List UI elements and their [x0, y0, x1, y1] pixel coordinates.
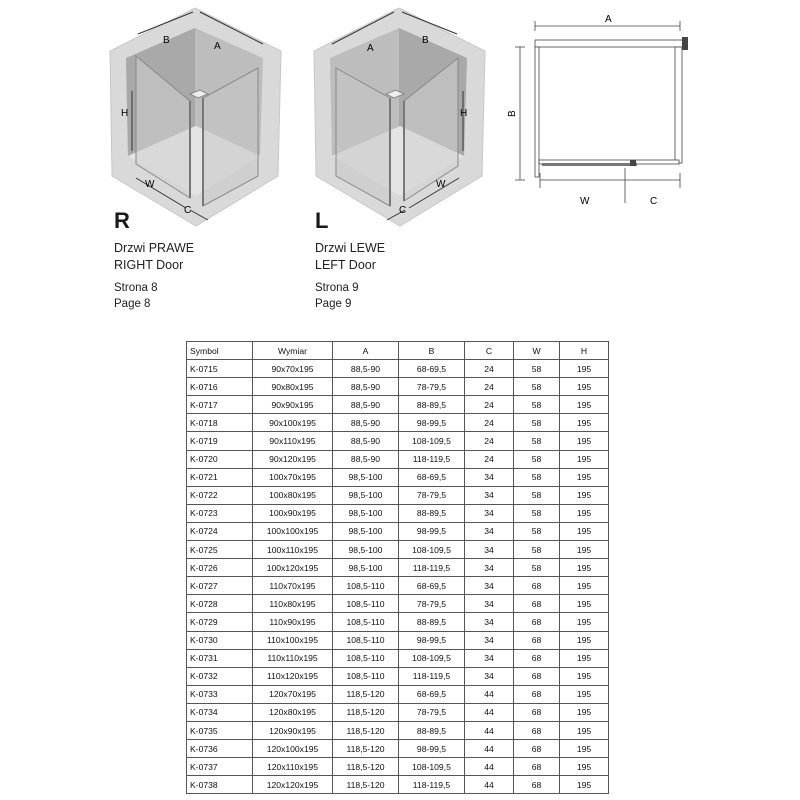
cell-w: 58 [514, 522, 560, 540]
cell-symbol: K-0722 [187, 486, 253, 504]
cell-a: 98,5-100 [333, 486, 399, 504]
cell-w: 68 [514, 776, 560, 794]
cell-a: 118,5-120 [333, 776, 399, 794]
dim-h-label: H [460, 108, 468, 119]
cell-a: 108,5-110 [333, 595, 399, 613]
dim-h-label: H [121, 108, 129, 119]
cell-a: 118,5-120 [333, 685, 399, 703]
cell-c: 34 [465, 577, 514, 595]
table-row [187, 450, 609, 468]
dim-b-label: B [422, 35, 429, 46]
cell-h: 195 [560, 703, 609, 721]
cell-wymiar: 110x90x195 [253, 613, 333, 631]
cell-wymiar: 90x90x195 [253, 396, 333, 414]
cell-wymiar: 120x100x195 [253, 740, 333, 758]
cell-c: 24 [465, 360, 514, 378]
cell-h: 195 [560, 685, 609, 703]
table-row [187, 631, 609, 649]
dimensions-table [186, 341, 609, 794]
cell-symbol: K-0721 [187, 468, 253, 486]
cell-h: 195 [560, 414, 609, 432]
table-row [187, 613, 609, 631]
cell-h: 195 [560, 631, 609, 649]
cell-symbol: K-0716 [187, 378, 253, 396]
cell-w: 58 [514, 432, 560, 450]
table-row [187, 414, 609, 432]
cell-c: 34 [465, 504, 514, 522]
cell-h: 195 [560, 577, 609, 595]
cell-a: 88,5-90 [333, 378, 399, 396]
table-row [187, 468, 609, 486]
cell-c: 24 [465, 414, 514, 432]
cell-w: 68 [514, 740, 560, 758]
cell-symbol: K-0735 [187, 721, 253, 739]
col-header-c: C [465, 342, 514, 360]
cell-a: 98,5-100 [333, 468, 399, 486]
cell-w: 58 [514, 541, 560, 559]
cell-b: 78-79,5 [399, 378, 465, 396]
cell-a: 88,5-90 [333, 432, 399, 450]
cell-symbol: K-0728 [187, 595, 253, 613]
cell-h: 195 [560, 486, 609, 504]
cell-b: 88-89,5 [399, 721, 465, 739]
cell-wymiar: 100x90x195 [253, 504, 333, 522]
cell-wymiar: 90x80x195 [253, 378, 333, 396]
table-row [187, 396, 609, 414]
right-door-page-en: Page 8 [114, 298, 151, 310]
left-door-page-en: Page 9 [315, 298, 352, 310]
left-door-caption-en: LEFT Door [315, 258, 376, 272]
cell-symbol: K-0734 [187, 703, 253, 721]
cell-wymiar: 90x110x195 [253, 432, 333, 450]
cell-wymiar: 120x70x195 [253, 685, 333, 703]
table-row [187, 776, 609, 794]
cell-h: 195 [560, 776, 609, 794]
cell-b: 118-119,5 [399, 450, 465, 468]
dim-w-label: W [145, 179, 155, 190]
right-door-letter: R [114, 208, 130, 233]
cell-w: 58 [514, 396, 560, 414]
table-row [187, 486, 609, 504]
cell-a: 118,5-120 [333, 740, 399, 758]
table-row [187, 649, 609, 667]
dim-c-label: C [399, 205, 407, 216]
dim-c-label: C [184, 205, 192, 216]
right-door-diagram [108, 6, 283, 231]
cell-c: 24 [465, 378, 514, 396]
plan-view-diagram [500, 8, 700, 213]
cell-h: 195 [560, 649, 609, 667]
table-row [187, 360, 609, 378]
cell-h: 195 [560, 378, 609, 396]
table-header-row [187, 342, 609, 360]
cell-b: 98-99,5 [399, 522, 465, 540]
cell-h: 195 [560, 541, 609, 559]
cell-c: 34 [465, 559, 514, 577]
cell-c: 44 [465, 703, 514, 721]
cell-symbol: K-0717 [187, 396, 253, 414]
cell-wymiar: 110x110x195 [253, 649, 333, 667]
cell-c: 34 [465, 522, 514, 540]
cell-w: 68 [514, 685, 560, 703]
col-header-a: A [333, 342, 399, 360]
cell-wymiar: 110x120x195 [253, 667, 333, 685]
cell-a: 88,5-90 [333, 414, 399, 432]
cell-b: 118-119,5 [399, 776, 465, 794]
dim-w-label: W [436, 179, 446, 190]
cell-wymiar: 100x120x195 [253, 559, 333, 577]
cell-a: 98,5-100 [333, 559, 399, 577]
col-header-w: W [514, 342, 560, 360]
left-door-caption-pl: Drzwi LEWE [315, 241, 386, 255]
left-door-page-pl: Strona 9 [315, 282, 359, 294]
cell-b: 108-109,5 [399, 541, 465, 559]
cell-c: 44 [465, 721, 514, 739]
col-header-h: H [560, 342, 609, 360]
left-door-diagram [312, 6, 487, 231]
cell-b: 118-119,5 [399, 559, 465, 577]
cell-b: 68-69,5 [399, 468, 465, 486]
cell-symbol: K-0719 [187, 432, 253, 450]
cell-wymiar: 120x110x195 [253, 758, 333, 776]
cell-symbol: K-0736 [187, 740, 253, 758]
cell-symbol: K-0724 [187, 522, 253, 540]
table-row [187, 541, 609, 559]
col-header-symbol: Symbol [187, 342, 253, 360]
cell-h: 195 [560, 740, 609, 758]
cell-a: 108,5-110 [333, 577, 399, 595]
table-row [187, 721, 609, 739]
cell-wymiar: 110x100x195 [253, 631, 333, 649]
cell-a: 98,5-100 [333, 541, 399, 559]
cell-c: 44 [465, 776, 514, 794]
cell-h: 195 [560, 396, 609, 414]
col-header-b: B [399, 342, 465, 360]
cell-symbol: K-0729 [187, 613, 253, 631]
cell-a: 98,5-100 [333, 522, 399, 540]
cell-h: 195 [560, 450, 609, 468]
table-row [187, 685, 609, 703]
cell-symbol: K-0732 [187, 667, 253, 685]
cell-h: 195 [560, 595, 609, 613]
cell-c: 34 [465, 613, 514, 631]
col-header-wymiar: Wymiar [253, 342, 333, 360]
cell-a: 108,5-110 [333, 631, 399, 649]
cell-b: 68-69,5 [399, 577, 465, 595]
cell-w: 58 [514, 468, 560, 486]
cell-symbol: K-0723 [187, 504, 253, 522]
cell-h: 195 [560, 504, 609, 522]
cell-a: 98,5-100 [333, 504, 399, 522]
table-row [187, 577, 609, 595]
cell-w: 68 [514, 721, 560, 739]
cell-wymiar: 100x80x195 [253, 486, 333, 504]
table-row [187, 667, 609, 685]
right-door-caption-pl: Drzwi PRAWE [114, 241, 195, 255]
cell-h: 195 [560, 667, 609, 685]
cell-h: 195 [560, 721, 609, 739]
cell-b: 98-99,5 [399, 740, 465, 758]
table-row [187, 432, 609, 450]
cell-c: 44 [465, 740, 514, 758]
cell-w: 58 [514, 504, 560, 522]
table-row [187, 758, 609, 776]
cell-b: 108-109,5 [399, 758, 465, 776]
cell-a: 88,5-90 [333, 396, 399, 414]
cell-h: 195 [560, 360, 609, 378]
cell-b: 78-79,5 [399, 703, 465, 721]
cell-symbol: K-0737 [187, 758, 253, 776]
cell-a: 108,5-110 [333, 649, 399, 667]
table-row [187, 504, 609, 522]
plan-b-label: B [507, 110, 518, 117]
cell-symbol: K-0720 [187, 450, 253, 468]
cell-h: 195 [560, 432, 609, 450]
cell-h: 195 [560, 559, 609, 577]
cell-wymiar: 110x70x195 [253, 577, 333, 595]
cell-w: 58 [514, 486, 560, 504]
cell-c: 24 [465, 450, 514, 468]
cell-w: 68 [514, 758, 560, 776]
cell-wymiar: 100x110x195 [253, 541, 333, 559]
table-row [187, 595, 609, 613]
cell-b: 88-89,5 [399, 396, 465, 414]
cell-w: 58 [514, 360, 560, 378]
cell-symbol: K-0725 [187, 541, 253, 559]
cell-symbol: K-0726 [187, 559, 253, 577]
plan-a-label: A [605, 14, 612, 25]
cell-wymiar: 90x100x195 [253, 414, 333, 432]
cell-w: 68 [514, 649, 560, 667]
dim-b-label: B [163, 35, 170, 46]
cell-b: 88-89,5 [399, 504, 465, 522]
cell-w: 58 [514, 450, 560, 468]
cell-w: 58 [514, 559, 560, 577]
cell-b: 78-79,5 [399, 486, 465, 504]
cell-w: 68 [514, 595, 560, 613]
plan-w-label: W [580, 196, 590, 207]
cell-c: 34 [465, 468, 514, 486]
plan-c-label: C [650, 196, 658, 207]
cell-wymiar: 120x120x195 [253, 776, 333, 794]
cell-symbol: K-0738 [187, 776, 253, 794]
right-door-caption-en: RIGHT Door [114, 258, 184, 272]
cell-wymiar: 100x70x195 [253, 468, 333, 486]
cell-b: 118-119,5 [399, 667, 465, 685]
table-body [187, 360, 609, 794]
cell-a: 118,5-120 [333, 758, 399, 776]
cell-symbol: K-0730 [187, 631, 253, 649]
table-row [187, 378, 609, 396]
cell-symbol: K-0731 [187, 649, 253, 667]
cell-b: 68-69,5 [399, 360, 465, 378]
cell-w: 58 [514, 378, 560, 396]
cell-w: 68 [514, 577, 560, 595]
cell-wymiar: 120x90x195 [253, 721, 333, 739]
left-door-letter: L [315, 208, 329, 233]
cell-wymiar: 110x80x195 [253, 595, 333, 613]
table-row [187, 559, 609, 577]
cell-a: 108,5-110 [333, 667, 399, 685]
cell-b: 68-69,5 [399, 685, 465, 703]
cell-c: 34 [465, 631, 514, 649]
table-row [187, 740, 609, 758]
cell-symbol: K-0733 [187, 685, 253, 703]
cell-b: 108-109,5 [399, 432, 465, 450]
cell-w: 68 [514, 613, 560, 631]
cell-a: 108,5-110 [333, 613, 399, 631]
cell-symbol: K-0718 [187, 414, 253, 432]
cell-c: 34 [465, 541, 514, 559]
table-row [187, 703, 609, 721]
cell-c: 24 [465, 396, 514, 414]
cell-c: 34 [465, 667, 514, 685]
cell-symbol: K-0727 [187, 577, 253, 595]
cell-b: 98-99,5 [399, 414, 465, 432]
cell-b: 98-99,5 [399, 631, 465, 649]
dim-a-label: A [214, 41, 221, 52]
cell-a: 88,5-90 [333, 360, 399, 378]
cell-c: 34 [465, 486, 514, 504]
cell-symbol: K-0715 [187, 360, 253, 378]
cell-c: 34 [465, 595, 514, 613]
cell-a: 118,5-120 [333, 703, 399, 721]
cell-w: 58 [514, 414, 560, 432]
cell-a: 118,5-120 [333, 721, 399, 739]
right-door-page-pl: Strona 8 [114, 282, 158, 294]
cell-h: 195 [560, 758, 609, 776]
cell-wymiar: 90x70x195 [253, 360, 333, 378]
cell-w: 68 [514, 631, 560, 649]
cell-c: 44 [465, 758, 514, 776]
cell-c: 24 [465, 432, 514, 450]
cell-a: 88,5-90 [333, 450, 399, 468]
cell-b: 78-79,5 [399, 595, 465, 613]
cell-b: 88-89,5 [399, 613, 465, 631]
cell-w: 68 [514, 667, 560, 685]
cell-wymiar: 120x80x195 [253, 703, 333, 721]
cell-h: 195 [560, 468, 609, 486]
cell-w: 68 [514, 703, 560, 721]
dim-a-label: A [367, 43, 374, 54]
cell-h: 195 [560, 522, 609, 540]
cell-h: 195 [560, 613, 609, 631]
cell-wymiar: 100x100x195 [253, 522, 333, 540]
table-row [187, 522, 609, 540]
cell-c: 34 [465, 649, 514, 667]
cell-c: 44 [465, 685, 514, 703]
cell-wymiar: 90x120x195 [253, 450, 333, 468]
cell-b: 108-109,5 [399, 649, 465, 667]
